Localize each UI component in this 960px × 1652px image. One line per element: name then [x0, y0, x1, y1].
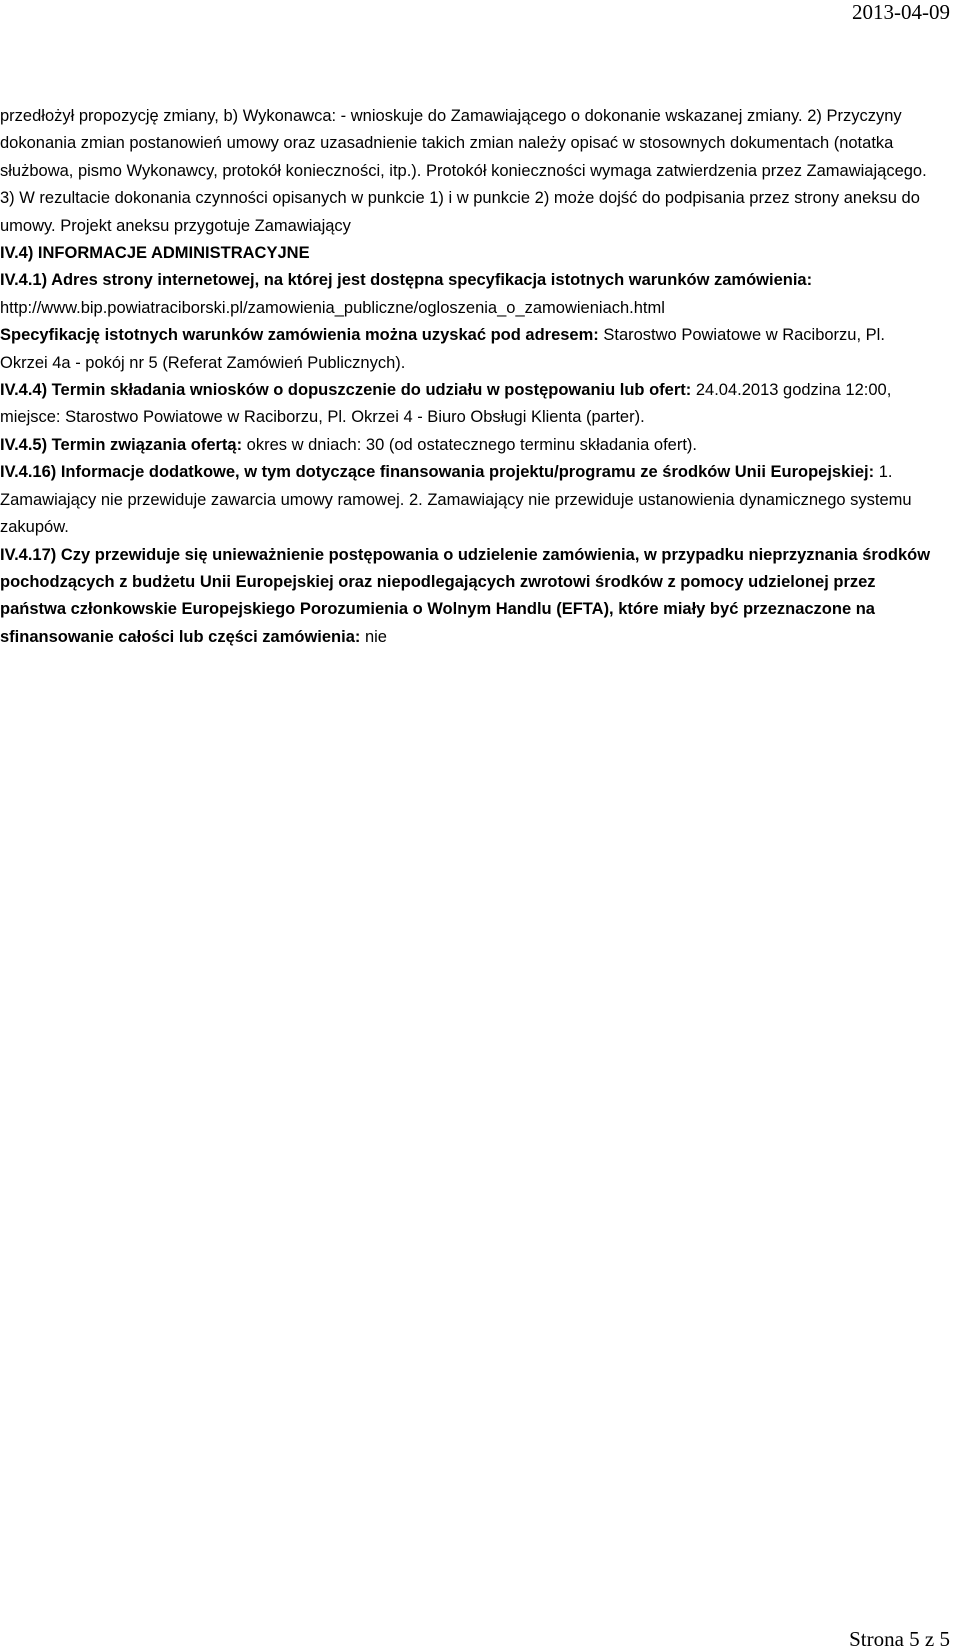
- page-number: Strona 5 z 5: [849, 1627, 950, 1651]
- section-spec: [0, 322, 935, 377]
- section-iv45-label: IV.4.5) Termin związania ofertą:: [0, 435, 243, 454]
- section-spec-value: Starostwo Powiatowe w Raciborzu, Pl. Okrzei 4a - pokój nr 5 (Referat Zamówień Publicznych).: [0, 326, 885, 372]
- paragraph-amendments: przedłożył propozycję zmiany, b) Wykonawca: - wnioskuje do Zamawiającego o dokonanie wskazanej zmiany. 2) Przyczyny dokonania zmian postanowień umowy oraz uzasadnienie takich zmian należy opisać w stosownych dokumentach (notatka służbowa, pismo Wykonawcy, protokół konieczności, itp.). Protokół konieczności wymaga zatwierdzenia przez Zamawiającego. 3) W rezultacie dokonania czynności opisanych w punkcie 1) i w punkcie 2) może dojść do podpisania przez strony aneksu do umowy. Projekt aneksu przygotuje Zamawiający: [0, 107, 927, 235]
- section-iv417-label: IV.4.17) Czy przewiduje się unieważnienie postępowania o udzielenie zamówienia, w przypadku nieprzyznania środków pochodzących z budżetu Unii Europejskiej oraz niepodlegających zwrotowi środków z pomocy udzielonej przez państwa członkowskie Europejskiego Porozumienia o Wolnym Handlu (EFTA), które miały być przeznaczone na sfinansowanie całości lub części zamówienia:: [0, 545, 931, 646]
- section-iv416: [0, 459, 935, 541]
- section-iv41: [0, 267, 935, 322]
- section-iv41-value: http://www.bip.powiatraciborski.pl/zamowienia_publiczne/ogloszenia_o_zamowieniach.html: [0, 298, 665, 317]
- section-iv44-value: 24.04.2013 godzina 12:00, miejsce: Starostwo Powiatowe w Raciborzu, Pl. Okrzei 4 - Biuro Obsługi Klienta (parter).: [0, 381, 892, 427]
- section-iv4-heading: [0, 240, 935, 267]
- section-iv417-value: nie: [364, 627, 387, 646]
- section-iv44: [0, 377, 935, 432]
- document-date: 2013-04-09: [852, 0, 950, 24]
- section-iv44-label: IV.4.4) Termin składania wniosków o dopuszczenie do udziału w postępowaniu lub ofert:: [0, 381, 692, 400]
- section-iv45: [0, 432, 935, 459]
- section-iv41-label: IV.4.1) Adres strony internetowej, na której jest dostępna specyfikacja istotnych warunków zamówienia:: [0, 271, 813, 290]
- section-iv416-label: IV.4.16) Informacje dodatkowe, w tym dotyczące finansowania projektu/programu ze środków Unii Europejskiej:: [0, 463, 875, 482]
- section-iv45-value: okres w dniach: 30 (od ostatecznego terminu składania ofert).: [246, 435, 697, 454]
- section-spec-label: Specyfikację istotnych warunków zamówienia można uzyskać pod adresem:: [0, 326, 599, 345]
- section-iv417: [0, 542, 935, 652]
- section-iv4-heading-text: IV.4) INFORMACJE ADMINISTRACYJNE: [0, 244, 310, 263]
- section-iv416-value: 1. Zamawiający nie przewiduje zawarcia umowy ramowej. 2. Zamawiający nie przewiduje ustanowienia dynamicznego systemu zakupów.: [0, 463, 912, 537]
- document-body: [0, 103, 935, 651]
